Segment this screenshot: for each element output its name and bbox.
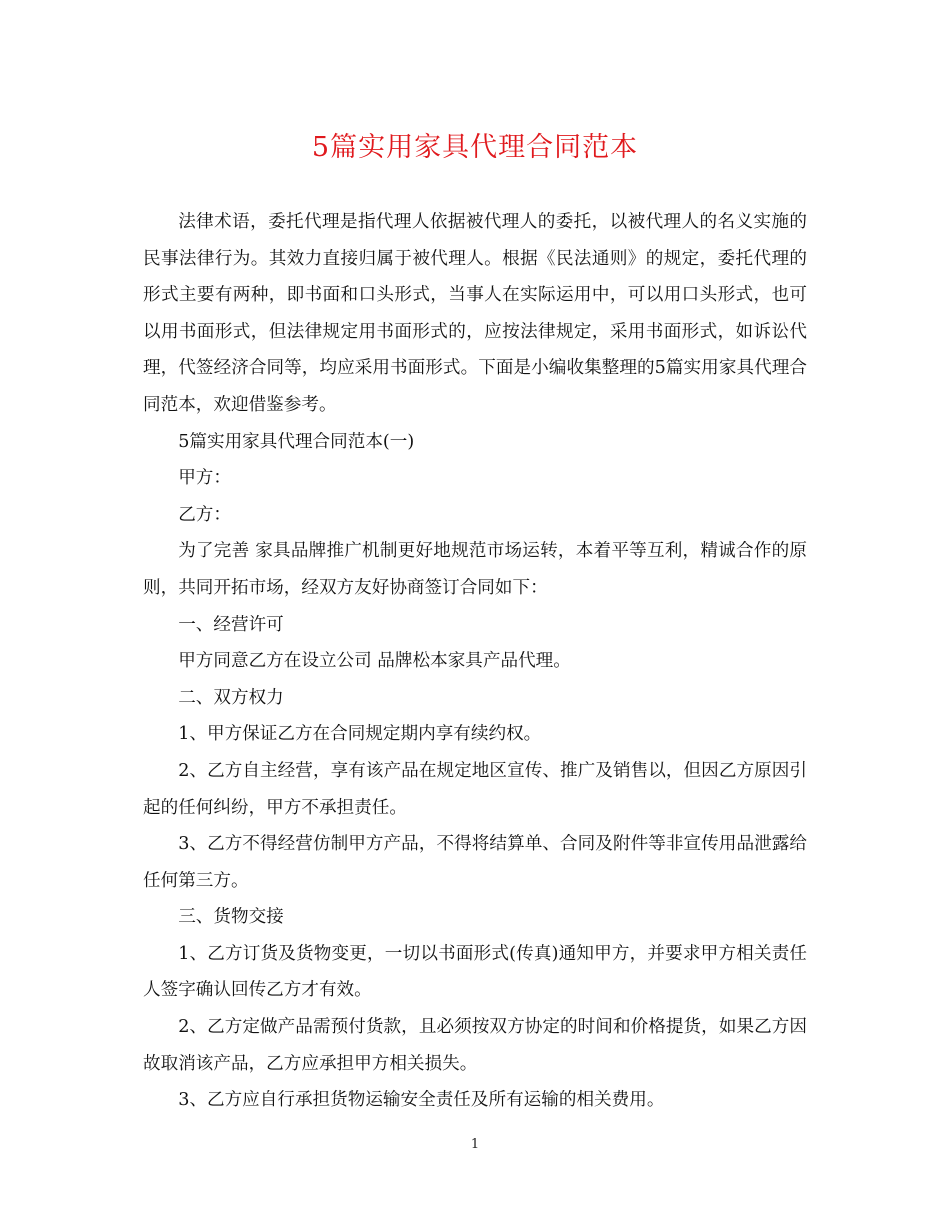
- page-number: 1: [470, 1137, 480, 1152]
- party-b-label: 乙方：: [178, 504, 231, 525]
- clause-paragraph: 甲方同意乙方在设立公司 品牌松本家具产品代理。: [178, 651, 571, 672]
- section-heading: 5篇实用家具代理合同范本(一): [178, 431, 415, 452]
- clause-paragraph: 1、乙方订货及货物变更，一切以书面形式(传真)通知甲方，并要求甲方相关责任人签字确认回传乙方才有效。: [143, 943, 807, 1001]
- clause-heading-delivery: 三、货物交接: [178, 907, 284, 928]
- clause-heading-license: 一、经营许可: [178, 614, 284, 635]
- clause-paragraph: 2、乙方定做产品需预付货款，且必须按双方协定的时间和价格提货，如果乙方因故取消该产品，乙方应承担甲方相关损失。: [143, 1017, 807, 1074]
- clause-paragraph: 2、乙方自主经营，享有该产品在规定地区宣传、推广及销售以，但因乙方原因引起的任何纠纷，甲方不承担责任。: [143, 760, 807, 818]
- clause-paragraph: 3、乙方不得经营仿制甲方产品，不得将结算单、合同及附件等非宣传用品泄露给任何第三方。: [143, 834, 807, 891]
- document-title: 5篇实用家具代理合同范本: [311, 132, 639, 163]
- clause-paragraph: 3、乙方应自行承担货物运输安全责任及所有运输的相关费用。: [178, 1090, 665, 1111]
- clause-paragraph: 1、甲方保证乙方在合同规定期内享有续约权。: [178, 724, 542, 745]
- party-a-label: 甲方：: [178, 468, 231, 489]
- clause-heading-rights: 二、双方权力: [178, 687, 284, 708]
- preamble-paragraph: 为了完善 家具品牌推广机制更好地规范市场运转，本着平等互利，精诚合作的原则，共同开拓市场，经双方友好协商签订合同如下：: [143, 541, 807, 598]
- document-body: [143, 204, 807, 1119]
- intro-paragraph: 法律术语，委托代理是指代理人依据被代理人的委托，以被代理人的名义实施的民事法律行为。其效力直接归属于被代理人。根据《民法通则》的规定，委托代理的形式主要有两种，即书面和口头形式，当事人在实际运用中，可以用口头形式，也可以用书面形式，但法律规定用书面形式的，应按法律规定，采用书面形式，如诉讼代理，代签经济合同等，均应采用书面形式。下面是小编收集整理的5篇实用家具代理合同范本，欢迎借鉴参考。: [143, 212, 807, 415]
